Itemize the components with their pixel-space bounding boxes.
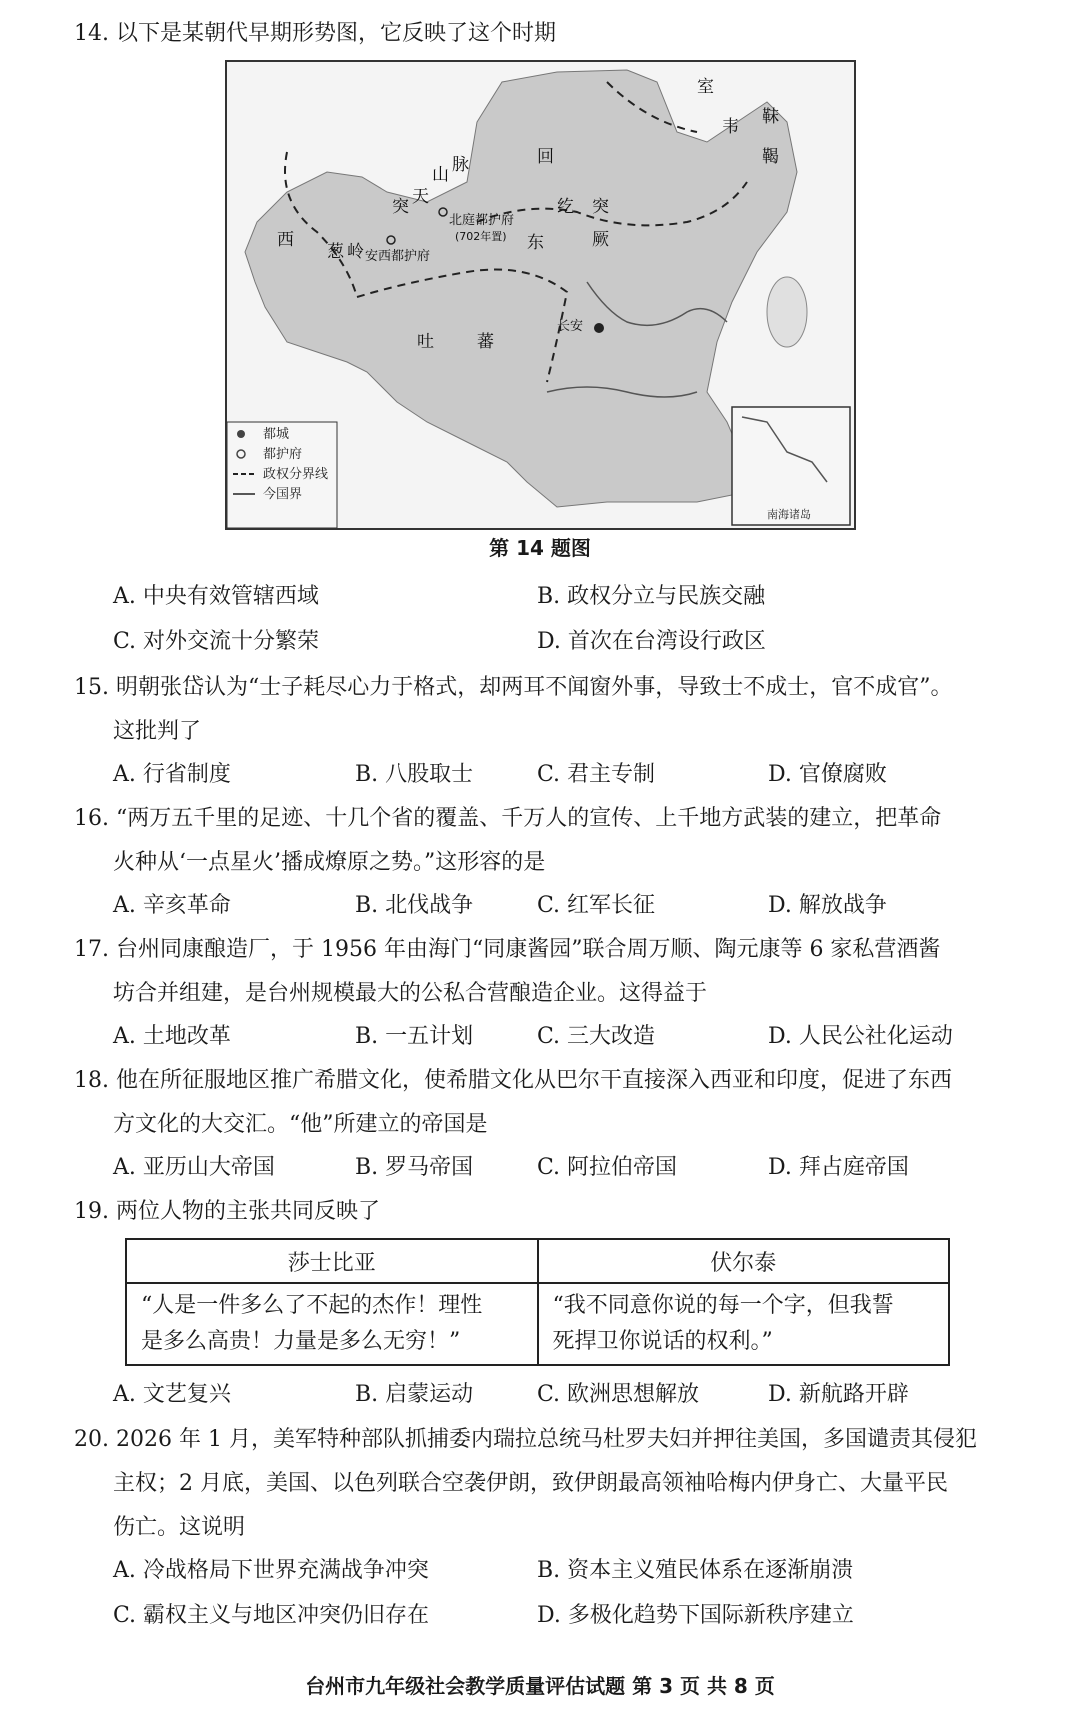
- q19-table: [125, 1238, 950, 1366]
- q17-line2: 坊合并组建，是台州规模最大的公私合营酿造企业。这得益于: [113, 981, 708, 1006]
- legend-inset-label: 南海诸岛: [767, 508, 811, 521]
- label-ling: 岭: [347, 242, 364, 262]
- label-beiting: 北庭都护府: [449, 213, 515, 228]
- q19-cell-shakespeare: [126, 1283, 538, 1365]
- q17-option-a[interactable]: A. 土地改革: [113, 1024, 231, 1049]
- q18-option-a[interactable]: A. 亚历山大帝国: [113, 1155, 275, 1180]
- label-changan: 长安: [557, 319, 584, 334]
- legend-capital-icon: [237, 430, 245, 438]
- q20-line2: 主权；2 月底，美国、以色列联合空袭伊朗，致伊朗最高领袖哈梅内伊身亡、大量平民: [113, 1471, 948, 1496]
- label-tujue-west: 突: [392, 197, 409, 217]
- q20-option-d[interactable]: D. 多极化趋势下国际新秩序建立: [537, 1603, 854, 1628]
- q18-line2: 方文化的大交汇。“他”所建立的帝国是: [113, 1112, 488, 1137]
- q19-option-c[interactable]: C. 欧洲思想解放: [537, 1382, 700, 1407]
- q19-stem: 19. 两位人物的主张共同反映了: [74, 1199, 380, 1224]
- page-footer: 台州市九年级社会教学质量评估试题 第 3 页 共 8 页: [305, 1674, 775, 1698]
- q14-caption: 第 14 题图: [489, 536, 591, 560]
- q15-option-d[interactable]: D. 官僚腐败: [768, 762, 887, 787]
- q15-option-b[interactable]: B. 八股取士: [355, 762, 474, 787]
- q14-option-d[interactable]: D. 首次在台湾设行政区: [537, 629, 766, 654]
- q16-option-d[interactable]: D. 解放战争: [768, 893, 887, 918]
- q18-option-b[interactable]: B. 罗马帝国: [355, 1155, 474, 1180]
- q16-line1: 16. “两万五千里的足迹、十几个省的覆盖、千万人的宣传、上千地方武装的建立，把革命: [74, 806, 942, 831]
- label-shiwei: 室: [697, 77, 714, 97]
- q18-line1: 18. 他在所征服地区推广希腊文化，使希腊文化从巴尔干直接深入西亚和印度，促进了东西: [74, 1068, 952, 1093]
- label-mai: 脉: [452, 155, 469, 175]
- q14-stem: 14. 以下是某朝代早期形势图，它反映了这个时期: [74, 21, 556, 46]
- legend-border-label: 政权分界线: [263, 467, 329, 482]
- q16-option-c[interactable]: C. 红军长征: [537, 893, 656, 918]
- q19-cell-shakespeare-line2: 是多么高贵！力量是多么无穷！”: [141, 1329, 461, 1354]
- legend-modern-border-label: 今国界: [263, 487, 303, 502]
- map-svg: [227, 62, 854, 528]
- label-jue: 厥: [592, 230, 609, 250]
- q20-option-b[interactable]: B. 资本主义殖民体系在逐渐崩溃: [537, 1558, 854, 1583]
- q16-line2: 火种从‘一点星火’播成燎原之势。”这形容的是: [113, 850, 546, 875]
- q20-option-c[interactable]: C. 霸权主义与地区冲突仍旧存在: [113, 1603, 430, 1628]
- q20-option-a[interactable]: A. 冷战格局下世界充满战争冲突: [113, 1558, 429, 1583]
- label-cong: 葱: [327, 242, 344, 262]
- q17-option-b[interactable]: B. 一五计划: [355, 1024, 474, 1049]
- q15-option-c[interactable]: C. 君主专制: [537, 762, 656, 787]
- label-dong: 东: [527, 233, 544, 253]
- q14-option-c[interactable]: C. 对外交流十分繁荣: [113, 629, 320, 654]
- q14-map: [225, 60, 856, 530]
- label-mo: 靺: [762, 107, 779, 127]
- q20-line1: 20. 2026 年 1 月，美军特种部队抓捕委内瑞拉总统马杜罗夫妇并押往美国，多国谴责其侵犯: [74, 1427, 977, 1452]
- q17-option-c[interactable]: C. 三大改造: [537, 1024, 656, 1049]
- q19-header-shakespeare: 莎士比亚: [126, 1239, 538, 1283]
- q19-cell-voltaire-line1: “我不同意你说的每一个字，但我誓: [552, 1293, 894, 1318]
- label-tubo-2: 蕃: [477, 332, 494, 352]
- label-tu: 突: [592, 197, 609, 217]
- label-xi: 西: [277, 230, 294, 250]
- label-wei: 韦: [722, 117, 739, 137]
- q15-line2: 这批判了: [113, 719, 202, 744]
- q16-option-a[interactable]: A. 辛亥革命: [113, 893, 231, 918]
- q19-option-b[interactable]: B. 启蒙运动: [355, 1382, 474, 1407]
- q19-cell-shakespeare-line1: “人是一件多么了不起的杰作！理性: [141, 1293, 483, 1318]
- q15-line1: 15. 明朝张岱认为“士子耗尽心力于格式，却两耳不闻窗外事，导致士不成士，官不成官”。: [74, 675, 953, 700]
- label-hui: 回: [537, 147, 554, 167]
- label-jie: 鞨: [762, 147, 779, 167]
- q20-line3: 伤亡。这说明: [113, 1515, 246, 1540]
- q17-option-d[interactable]: D. 人民公社化运动: [768, 1024, 953, 1049]
- q19-header-voltaire: 伏尔泰: [538, 1239, 950, 1283]
- q16-option-b[interactable]: B. 北伐战争: [355, 893, 474, 918]
- q18-option-d[interactable]: D. 拜占庭帝国: [768, 1155, 909, 1180]
- q14-option-b[interactable]: B. 政权分立与民族交融: [537, 584, 766, 609]
- q14-option-a[interactable]: A. 中央有效管辖西域: [113, 584, 319, 609]
- label-tian: 天: [412, 187, 429, 207]
- changan-marker-icon: [594, 323, 604, 333]
- q18-option-c[interactable]: C. 阿拉伯帝国: [537, 1155, 678, 1180]
- legend-duhufu-label: 都护府: [263, 447, 303, 462]
- label-shan: 山: [432, 165, 449, 185]
- legend-capital-label: 都城: [263, 427, 290, 442]
- q15-option-a[interactable]: A. 行省制度: [113, 762, 231, 787]
- label-beiting-year: (702年置): [455, 230, 507, 243]
- label-he: 纥: [557, 197, 574, 217]
- q19-cell-voltaire-line2: 死捍卫你说话的权利。”: [552, 1329, 773, 1354]
- label-tubo-1: 吐: [417, 332, 434, 352]
- q19-option-d[interactable]: D. 新航路开辟: [768, 1382, 909, 1407]
- q19-cell-voltaire: [538, 1283, 950, 1365]
- q17-line1: 17. 台州同康酿造厂，于 1956 年由海门“同康酱园”联合周万顺、陶元康等 6 家私营酒酱: [74, 937, 941, 962]
- label-anxi: 安西都护府: [365, 249, 431, 264]
- q19-option-a[interactable]: A. 文艺复兴: [113, 1382, 231, 1407]
